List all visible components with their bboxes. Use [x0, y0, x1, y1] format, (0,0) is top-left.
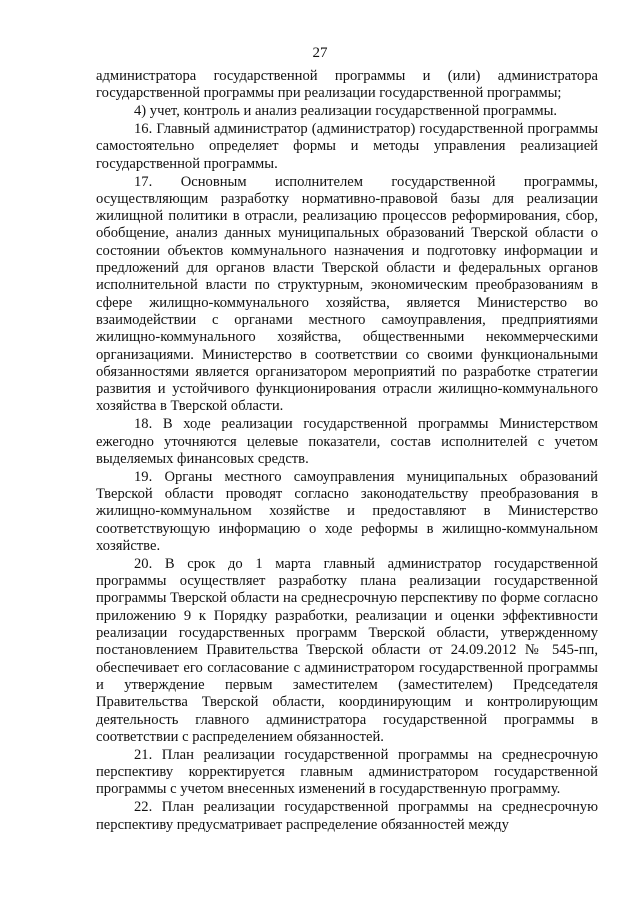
paragraph-21: 21. План реализации государственной программы на среднесрочную перспективу корректируется главным администратором государственной программы с учетом внесенных изменений в государственную программу.	[96, 746, 598, 798]
paragraph-22: 22. План реализации государственной программы на среднесрочную перспективу предусматривает распределение обязанностей между	[96, 799, 598, 833]
paragraph-19: 19. Органы местного самоуправления муниципальных образований Тверской области проводят согласно законодательству преобразования в жилищно-коммунальном хозяйстве и предоставляют в Министерство соответствующую информацию о ходе реформы в жилищно-коммунальном хозяйстве.	[96, 468, 598, 554]
document-body	[96, 68, 598, 834]
paragraph-continuation: администратора государственной программы и (или) администратора государственной программы при реализации государственной программы;	[96, 68, 598, 102]
paragraph-18: 18. В ходе реализации государственной программы Министерством ежегодно уточняются целевые показатели, состав исполнителей с учетом выделяемых финансовых средств.	[96, 416, 598, 467]
page-number: 27	[312, 45, 328, 61]
paragraph-16: 16. Главный администратор (администратор) государственной программы самостоятельно определяет формы и методы управления реализацией государственной программы.	[96, 121, 598, 172]
paragraph-item-4: 4) учет, контроль и анализ реализации государственной программы.	[134, 103, 558, 120]
paragraph-20: 20. В срок до 1 марта главный администратор государственной программы осуществляет разработку плана реализации государственной программы Тверской области на среднесрочную перспективу по форме согласно приложению 9 к Порядку разработки, реализации и оценки эффективности реализации государственных программ Тверской области, утвержденному постановлением Правительства Тверской области от 24.09.2012 № 545-пп, обеспечивает его согласование с администратором государственной программы и утверждение первым заместителем (заместителем) Председателя Правительства Тверской области, координирующим и контролирующим деятельность главного администратора государственной программы в соответствии с распределением обязанностей.	[96, 555, 598, 745]
paragraph-17: 17. Основным исполнителем государственной программы, осуществляющим разработку нормативно-правовой базы для реализации жилищной политики в отрасли, реализацию процессов реформирования, сбор, обобщение, анализ данных муниципальных образований Тверской области о состоянии объектов коммунального назначения и подготовку информации и предложений для органов власти Тверской области и федеральных органов исполнительной власти по структурным, экономическим преобразованиям в сфере жилищно-коммунального хозяйства, является Министерство во взаимодействии с органами местного самоуправления, предприятиями жилищно-коммунального хозяйства, общественными некоммерческими организациями. Министерство в соответствии со своими функциональными обязанностями является организатором мероприятий по разработке стратегии развития и устойчивого функционирования отрасли жилищно-коммунального хозяйства в Тверской области.	[96, 173, 598, 415]
